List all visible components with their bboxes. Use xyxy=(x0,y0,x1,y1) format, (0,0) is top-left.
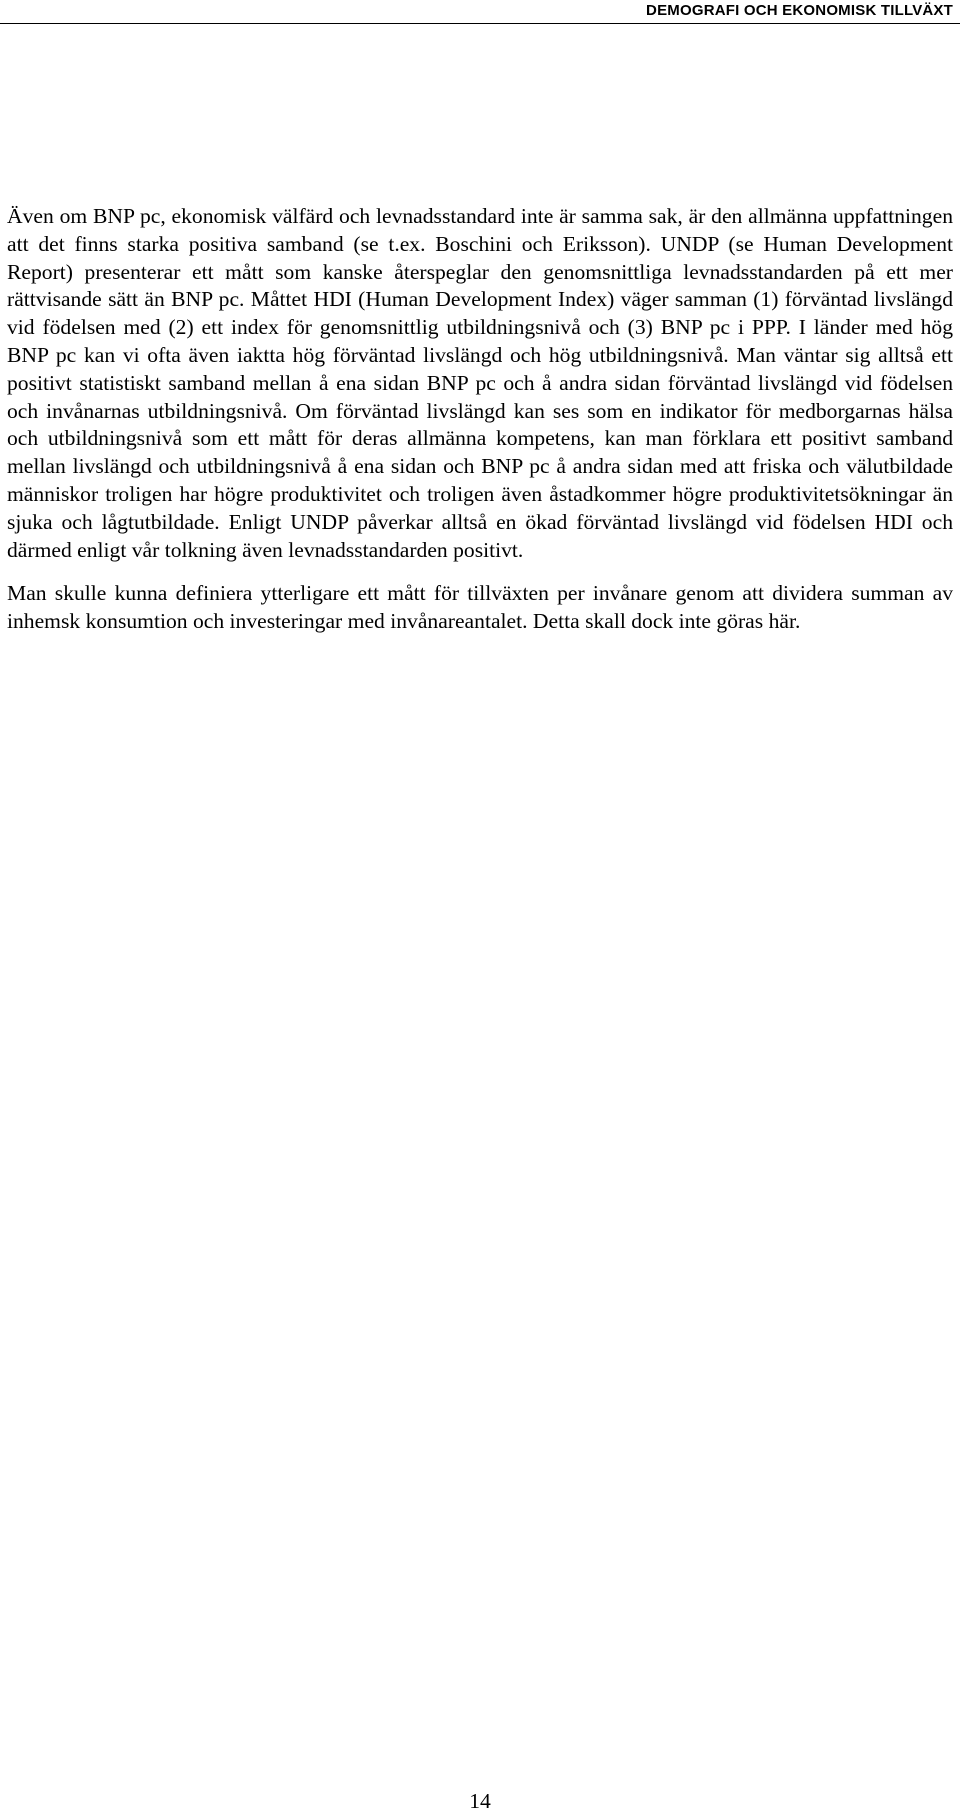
body-text xyxy=(7,203,953,636)
paragraph-1: Även om BNP pc, ekonomisk välfärd och levnadsstandard inte är samma sak, är den allmänna uppfattningen att det finns starka positiva samband (se t.ex. Boschini och Eriksson). UNDP (se Human Development Report) presenterar ett mått som kanske återspeglar den genomsnittliga levnadsstandarden på ett mer rättvisande sätt än BNP pc. Måttet HDI (Human Development Index) väger samman (1) förväntad livslängd vid födelsen med (2) ett index för genomsnittlig utbildningsnivå och (3) BNP pc i PPP. I länder med hög BNP pc kan vi ofta även iaktta hög förväntad livslängd och hög utbildningsnivå. Man väntar sig alltså ett positivt statistiskt samband mellan å ena sidan BNP pc och å andra sidan förväntad livslängd vid födelsen och invånarnas utbildningsnivå. Om förväntad livslängd kan ses som en indikator för medborgarnas hälsa och utbildningsnivå som ett mått för deras allmänna kompetens, kan man förklara ett positivt samband mellan livslängd och utbildningsnivå å ena sidan och BNP pc å andra sidan med att friska och välutbildade människor troligen har högre produktivitet och troligen även åstadkommer högre produktivitetsökningar än sjuka och lågtutbildade. Enligt UNDP påverkar alltså en ökad förväntad livslängd vid födelsen HDI och därmed enligt vår tolkning även levnadsstandarden positivt. xyxy=(7,204,953,562)
running-header: DEMOGRAFI OCH EKONOMISK TILLVÄXT xyxy=(646,2,953,19)
header-rule xyxy=(0,23,960,24)
page-number: 14 xyxy=(469,1789,491,1813)
paragraph-2: Man skulle kunna definiera ytterligare ett mått för tillväxten per invånare genom att dividera summan av inhemsk konsumtion och investeringar med invånareantalet. Detta skall dock inte göras här. xyxy=(7,581,953,634)
